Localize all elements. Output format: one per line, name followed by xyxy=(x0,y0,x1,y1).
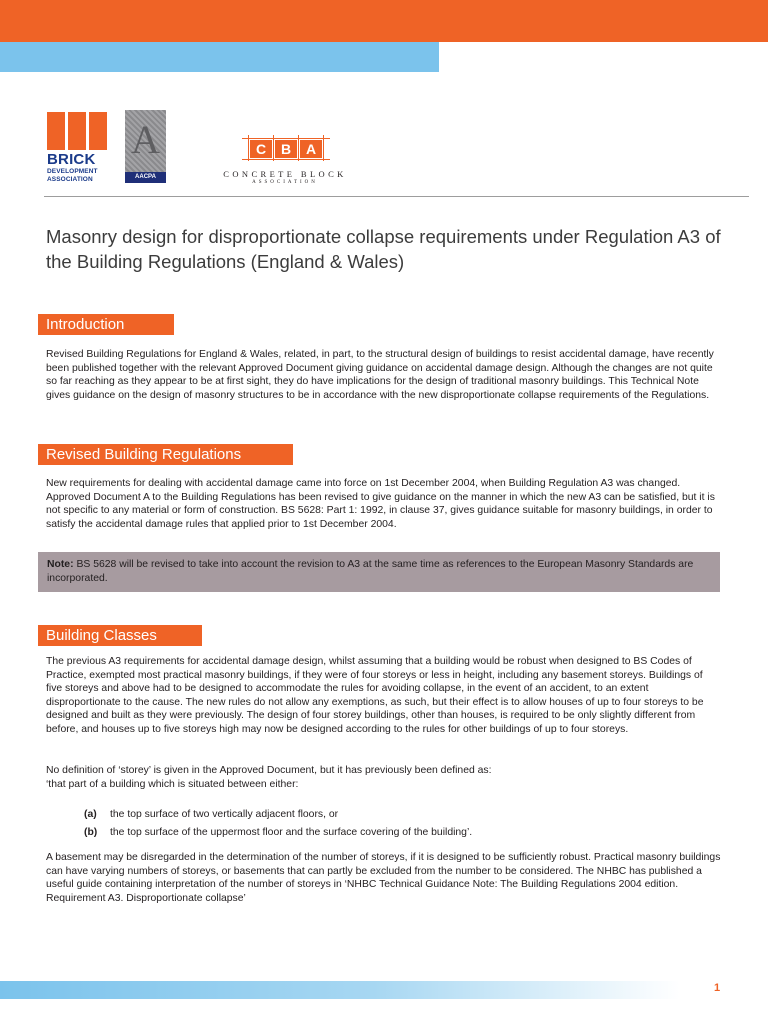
brick-development-association-logo xyxy=(47,112,109,183)
header-orange-bar xyxy=(0,0,768,42)
section-heading-building-classes: Building Classes xyxy=(38,625,202,646)
cba-logo-word1: CONCRETE BLOCK xyxy=(223,169,347,179)
list-item-text: the top surface of the uppermost floor and the surface covering of the building’. xyxy=(110,827,473,838)
storey-definition-intro xyxy=(46,764,721,791)
cba-logo-c: C xyxy=(250,140,272,158)
brick-logo-icon xyxy=(47,112,109,150)
page-title: Masonry design for disproportionate collapse requirements under Regulation A3 of the Building Regulations (England & Wales) xyxy=(46,226,721,272)
revised-regulations-paragraph: New requirements for dealing with accidental damage came into force on 1st December 2004, when Building Regulation A3 was changed. Approved Document A to the Building Regulations has been revised to give guidance on the manner in which the new A3 can be satisfied, but it is not specific to any material or form of construction. BS 5628: Part 1: 1992, in clause 37, gives guidance suitable for masonry buildings, in order to satisfy the accidental damage rules that applied prior to 1st December 2004. xyxy=(46,478,715,530)
storey-intro-line2: ‘that part of a building which is situated between either: xyxy=(46,778,299,790)
concrete-block-association-logo xyxy=(206,135,364,185)
aacpa-logo xyxy=(125,110,166,183)
list-marker: (a) xyxy=(84,809,97,820)
cba-logo-a: A xyxy=(300,140,322,158)
note-text: BS 5628 will be revised to take into account the revision to A3 at the same time as references to the European Masonry Standards are incorporated. xyxy=(47,559,694,584)
aacpa-a-icon: A xyxy=(131,117,160,162)
header-divider xyxy=(44,196,749,197)
header-blue-bar xyxy=(0,42,439,72)
storey-intro-line1: No definition of ‘storey’ is given in the Approved Document, but it has previously been defined as: xyxy=(46,765,492,776)
list-item xyxy=(84,826,724,844)
cba-logo-boxes xyxy=(246,135,326,161)
note-label: Note: xyxy=(47,559,74,570)
building-classes-paragraph: The previous A3 requirements for accidental damage design, whilst assuming that a building would be robust when designed to BS Codes of Practice, exempted most practical masonry buildings, if they were of four storeys or less in height, including any basement storeys. Buildings of five storeys and above had to be designed to accommodate the rules for avoiding collapse, in the event of an accident, to an extent disproportionate to the cause. The new rules do not allow any exemptions, as such, but their effect is to allow houses of up to four storeys to be designed and built as they were previously. The design of four storey buildings, other than houses, is required to be only slightly different from before, and houses up to five storeys high may now be designed according to the rules for other buildings of up to four storeys. xyxy=(46,656,704,735)
list-item xyxy=(84,808,724,826)
basement-paragraph: A basement may be disregarded in the determination of the number of storeys, if it is designed to be sufficiently robust. Practical masonry buildings can have varying numbers of storeys, or basements that can partly be excluded from the number to be considered. The NHBC has published a useful guide containing interpretation of the number of storeys in ‘NHBC Technical Guidance Note: The Building Regulations 2004 edition. Requirement A3. Disproportionate collapse’ xyxy=(46,852,721,904)
cba-logo-word2: ASSOCIATION xyxy=(252,180,318,185)
aacpa-logo-label: AACPA xyxy=(125,172,166,183)
list-marker: (b) xyxy=(84,827,98,838)
section-heading-revised-regulations: Revised Building Regulations xyxy=(38,444,293,465)
storey-definition-list xyxy=(84,808,724,844)
bda-logo-name: BRICK xyxy=(47,151,96,168)
bda-logo-line1: DEVELOPMENT xyxy=(47,168,98,175)
footer-gradient-bar xyxy=(0,981,680,999)
list-item-text: the top surface of two vertically adjacent floors, or xyxy=(110,809,339,820)
introduction-paragraph: Revised Building Regulations for England & Wales, related, in part, to the structural design of buildings to resist accidental damage, have recently been published together with the relevant Approved Document giving guidance on accidental damage design. Although the changes are not quite so far reaching as they appear to be at first sight, they do have implications for the design of traditional masonry buildings. This Technical Note gives guidance on the design of masonry structures to be in accordance with the new disproportionate collapse requirements of the Regulations. xyxy=(46,349,714,401)
bda-logo-line2: ASSOCIATION xyxy=(47,175,93,183)
section-heading-introduction: Introduction xyxy=(38,314,174,335)
page-number: 1 xyxy=(714,982,721,994)
cba-logo-b: B xyxy=(275,140,297,158)
note-box xyxy=(38,552,720,592)
